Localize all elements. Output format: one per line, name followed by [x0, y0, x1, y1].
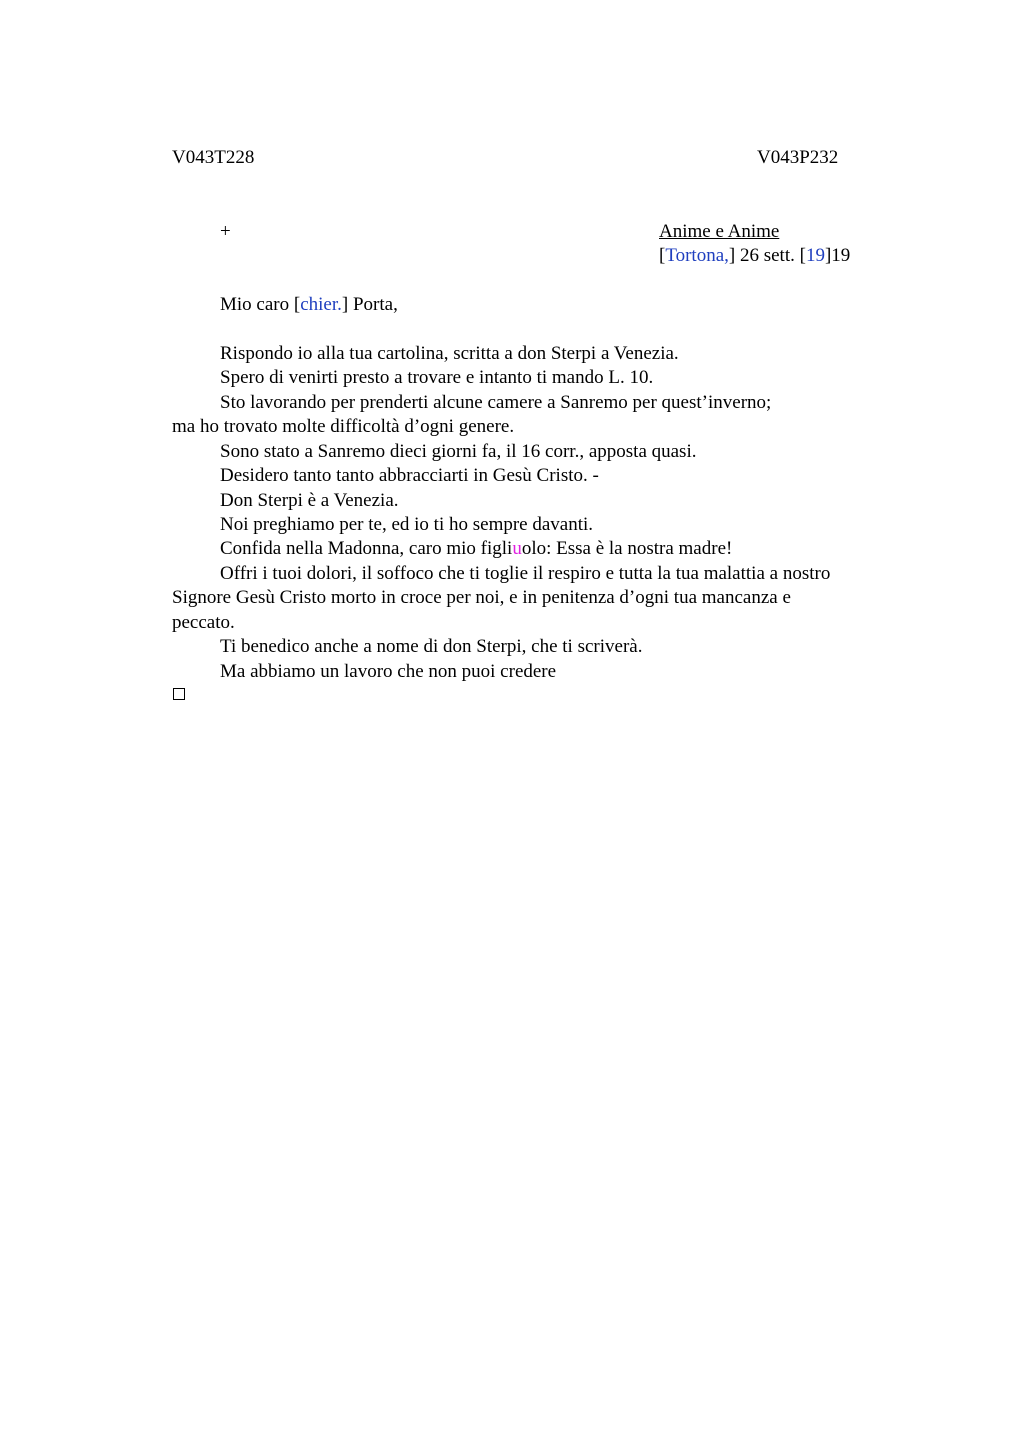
year-century: 19 [805, 245, 825, 266]
date-text: 26 sett. [735, 245, 800, 266]
body-line-1: Rispondo io alla tua cartolina, scritta a don Sterpi a Venezia. [220, 343, 679, 364]
cross-mark: + [220, 221, 231, 242]
body-line-6: Don Sterpi è a Venezia. [220, 490, 399, 511]
body-line-8-post: olo: Essa è la nostra madre! [521, 538, 733, 559]
salutation-post: ] Porta, [341, 294, 398, 315]
body-line-8-pre: Confida nella Madonna, caro mio figli [220, 538, 513, 559]
body-line-4: Sono stato a Sanremo dieci giorni fa, il 16 corr., apposta quasi. [220, 441, 697, 462]
body-line-11: Ma abbiamo un lavoro che non puoi credere [220, 661, 557, 682]
body-line-5: Desidero tanto tanto abbracciarti in Gesù Cristo. - [220, 465, 599, 486]
place-bracket-close: ] [728, 245, 736, 266]
body-line-10: Ti benedico anche a nome di don Sterpi, che ti scriverà. [220, 636, 643, 657]
document-code-left: V043T228 [172, 147, 255, 168]
letterhead-title: Anime e Anime [659, 221, 780, 242]
body-line-3b: ma ho trovato molte difficoltà d’ogni genere. [172, 416, 515, 437]
body-line-2: Spero di venirti presto a trovare e intanto ti mando L. 10. [220, 367, 654, 388]
body-line-7: Noi preghiamo per te, ed io ti ho sempre davanti. [220, 514, 594, 535]
salutation [220, 293, 398, 317]
year-bracket-open: [ [799, 245, 806, 266]
year-rest: ]19 [824, 245, 851, 266]
salutation-pre: Mio caro [ [220, 294, 301, 315]
body-line-9b: Signore Gesù Cristo morto in croce per noi, e in penitenza d’ogni tua mancanza e [172, 587, 791, 608]
body-line-8 [220, 537, 732, 561]
end-square-icon [173, 688, 185, 700]
body-line-9a: Offri i tuoi dolori, il soffoco che ti toglie il respiro e tutta la tua malattia a nostro [220, 563, 831, 584]
correction-mark: u [512, 538, 522, 559]
body-line-9c: peccato. [172, 612, 235, 633]
salutation-abbr: chier. [300, 294, 342, 315]
date-line [659, 244, 850, 268]
body-line-3a: Sto lavorando per prenderti alcune camere a Sanremo per quest’inverno; [220, 392, 772, 413]
document-code-right: V043P232 [757, 147, 839, 168]
place-name: Tortona, [665, 245, 729, 266]
place-bracket-open: [ [659, 245, 666, 266]
